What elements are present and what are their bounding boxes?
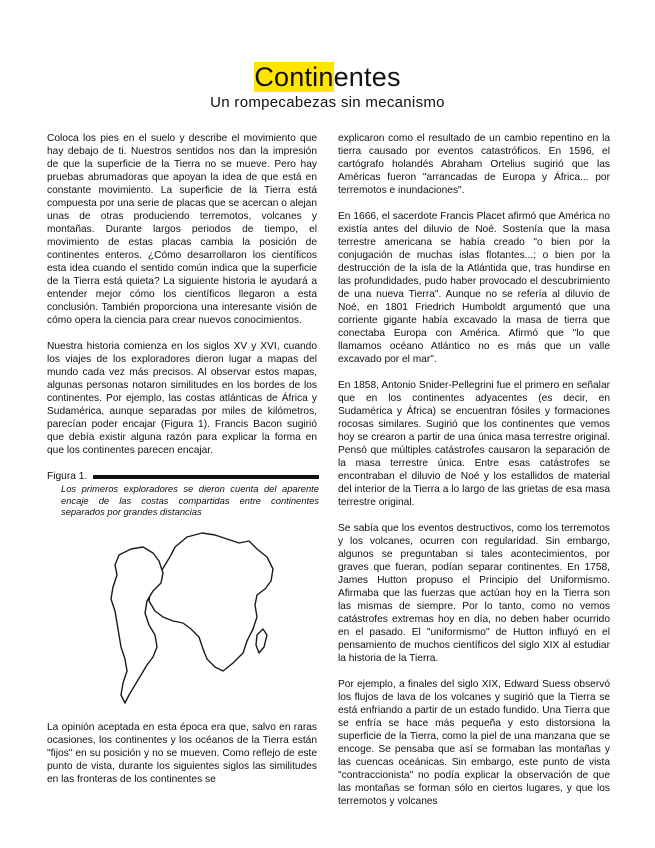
right-column (338, 132, 610, 821)
continent-fit-illustration (107, 525, 287, 715)
left-paragraph-1: Coloca los pies en el suelo y describe el movimiento que hay debajo de ti. Nuestros sentidos nos dan la impresión de que la superficie de la Tierra no se mueve. Pero hay pruebas abrumadoras que apoyan la idea de que está en constante movimiento. La superficie de la Tierra está compuesta por una serie de placas que se acercan o alejan unas de otras produciendo terremotos, volcanes y montañas. Durante largos periodos de tiempo, el movimiento de estas placas cambia la posición de continentes enteros. ¿Cómo desarrollaron los científicos esta idea cuando el sentido común indica que la superficie de la Tierra está quieta? La siguiente historia le ayudará a entender mejor cómo los científicos llegaron a esta conclusión. También proporciona una interesante visión de cómo opera la ciencia para crear nuevos conocimientos. (47, 133, 317, 326)
figure-label: Figura 1. (47, 471, 88, 482)
page-title (0, 60, 655, 94)
right-paragraph-2: En 1666, el sacerdote Francis Placet afirmó que América no existía antes del diluvio de Noé. Sostenía que la masa terrestre americana se había creado "o bien por la conjugación de muchas islas flotantes...; o bien por la destrucción de la isla de la Atlántida que, tras hundirse en las profundidades, pudo haber provocado el descubrimiento de una nueva Tierra". Aunque no se refería al diluvio de Noé, en 1801 Friedrich Humboldt argumentó que una corriente gigante había excavado la masa de tierra que conectaba Europa con América. Afirmó que "lo que llamamos océano Atlántico no es más que un valle excavado por el mar". (338, 211, 610, 365)
figure-1 (47, 470, 319, 518)
title-block (0, 60, 655, 112)
left-column-bottom (47, 721, 317, 799)
south-america-outline (111, 547, 163, 703)
right-paragraph-3: En 1858, Antonio Snider-Pellegrini fue el primero en señalar que en los continentes adyacentes (es decir, en Sudamérica y África) se encuentran fósiles y formaciones rocosas similares. Sugirió que los continentes que vemos hoy se crearon a partir de una única masa terrestre original. Pensó que múltiples catástrofes causaron la separación de la masa terrestre única. Entre esas catástrofes se encontraban el diluvio de Noé y los estallidos de material del interior de la Tierra a lo largo de las grietas de esa masa terrestre original. (338, 380, 610, 508)
continents-drawing (111, 533, 273, 703)
left-paragraph-3: La opinión aceptada en esta época era que, salvo en raras ocasiones, los continentes y los océanos de la Tierra están "fijos" en su posición y no se mueven. Como reflejo de este punto de vista, durante los siguientes siglos las similitudes en las fronteras de los continentes se (47, 722, 317, 785)
right-paragraph-1: explicaron como el resultado de un cambio repentino en la tierra causado por eventos catastróficos. En 1596, el cartógrafo holandés Abraham Ortelius sugirió que las Américas fueron "arrancadas de Europa y África... por terremotos e inundaciones". (338, 133, 610, 196)
right-paragraph-4: Se sabía que los eventos destructivos, como los terremotos y los volcanes, ocurren con regularidad. Sin embargo, algunos se preguntaban si tales acontecimientos, por graves que fueran, podían separar continentes. En 1758, James Hutton propuso el Principio del Uniformismo. Afirmaba que las fuerzas que actúan hoy en la Tierra son las mismas de siempre. Por lo tanto, como no vemos catástrofes extremas hoy en día, no deben haber ocurrido en el pasado. El "uniformismo" de Hutton influyó en el pensamiento de muchos científicos del siglo XIX al estudiar la historia de la Tierra. (338, 523, 610, 664)
figure-header (47, 470, 319, 483)
title-highlight: Contin (254, 62, 334, 92)
page-subtitle: Un rompecabezas sin mecanismo (210, 94, 445, 111)
left-paragraph-2: Nuestra historia comienza en los siglos XV y XVI, cuando los viajes de los exploradores dieron lugar a mapas del mundo cada vez más precisos. Al observar estos mapas, algunas personas notaron similitudes en los bordes de los continentes. Por ejemplo, las costas atlánticas de África y Sudamérica, aunque separadas por miles de kilómetros, parecían poder encajar (Figura 1). Francis Bacon sugirió que debía existir alguna razón para explicar la forma en que los continentes parecen encajar. (47, 341, 317, 456)
title-rest: entes (333, 62, 401, 92)
left-column (47, 132, 317, 470)
figure-caption: Los primeros exploradores se dieron cuenta del aparente encaje de las costas compartidas entre continentes separados por grandes distancias (61, 483, 319, 517)
figure-rule (93, 475, 319, 479)
africa-outline (149, 533, 273, 671)
right-paragraph-5: Por ejemplo, a finales del siglo XIX, Edward Suess observó los flujos de lava de los volcanes y sugirió que la Tierra se está enfriando a partir de un estado fundido. Una Tierra que se enfría se hace más pequeña y esto distorsiona la superficie de la Tierra, como la piel de una manzana que se encoge. Se pensaba que así se formaban las montañas y las cuencas oceánicas. Sin embargo, este punto de vista "contraccionista" no podía explicar la observación de que las montañas se forman sólo en ciertos lugares, y que los terremotos y volcanes (338, 679, 610, 807)
madagascar-outline (256, 629, 267, 653)
